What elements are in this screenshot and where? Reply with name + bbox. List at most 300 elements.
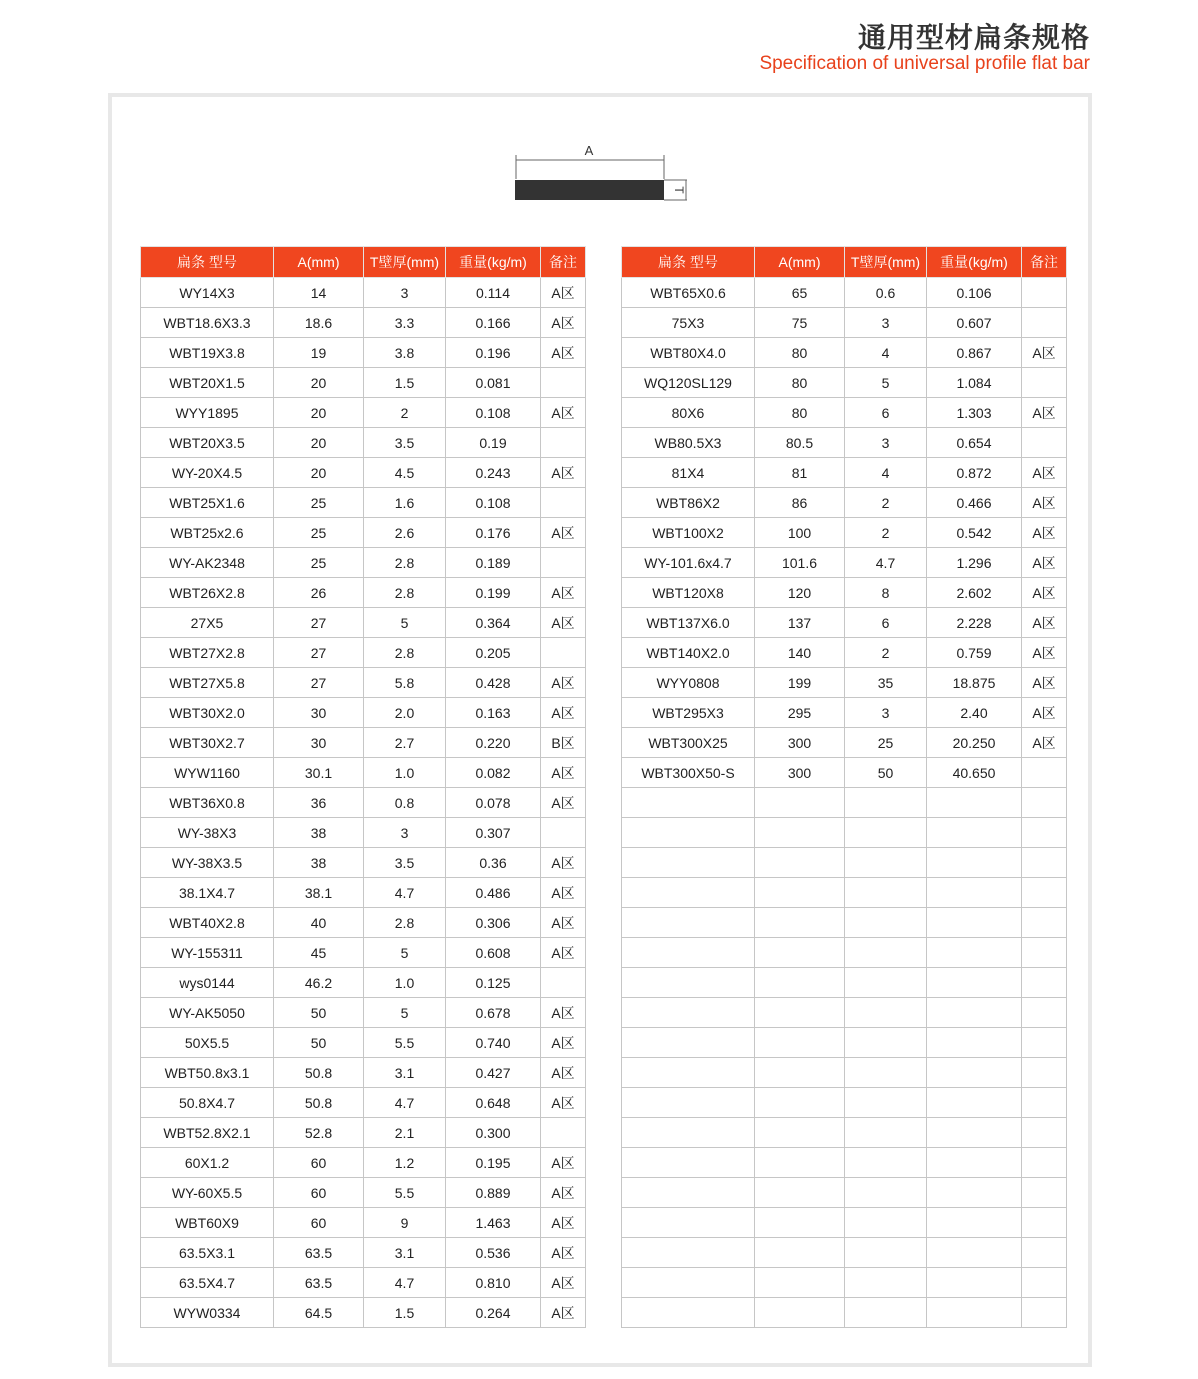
cell-thickness: 4 <box>845 458 927 488</box>
cell-a: 20 <box>274 398 364 428</box>
cell-note <box>541 488 586 518</box>
empty-cell <box>755 788 845 818</box>
table-row <box>622 428 1067 458</box>
empty-cell <box>927 848 1022 878</box>
cell-thickness: 2.8 <box>364 548 446 578</box>
cell-note: A区 <box>541 278 586 308</box>
cell-model: WBT50.8x3.1 <box>141 1058 274 1088</box>
table-row <box>141 1178 586 1208</box>
cell-model: WBT86X2 <box>622 488 755 518</box>
cell-weight: 0.166 <box>446 308 541 338</box>
cell-weight: 0.307 <box>446 818 541 848</box>
cell-weight: 0.872 <box>927 458 1022 488</box>
table-row <box>141 1118 586 1148</box>
cell-weight: 1.463 <box>446 1208 541 1238</box>
cell-model: WBT30X2.7 <box>141 728 274 758</box>
table-row <box>141 938 586 968</box>
cell-a: 140 <box>755 638 845 668</box>
cell-weight: 0.125 <box>446 968 541 998</box>
col-header-thickness: T壁厚(mm) <box>364 247 446 278</box>
table-row <box>622 518 1067 548</box>
table-row <box>141 1208 586 1238</box>
empty-table-row <box>622 1118 1067 1148</box>
cell-weight: 0.759 <box>927 638 1022 668</box>
cell-note: A区 <box>1022 548 1067 578</box>
table-row <box>141 578 586 608</box>
cell-model: WY-AK5050 <box>141 998 274 1028</box>
cell-thickness: 1.2 <box>364 1148 446 1178</box>
cell-weight: 0.106 <box>927 278 1022 308</box>
cell-weight: 0.163 <box>446 698 541 728</box>
col-header-weight: 重量(kg/m) <box>446 247 541 278</box>
cell-weight: 0.189 <box>446 548 541 578</box>
page-subtitle-en: Specification of universal profile flat bar <box>759 53 1090 74</box>
cell-a: 40 <box>274 908 364 938</box>
empty-cell <box>622 1208 755 1238</box>
cell-thickness: 1.5 <box>364 1298 446 1328</box>
table-row <box>141 1268 586 1298</box>
cell-weight: 0.542 <box>927 518 1022 548</box>
col-header-a: A(mm) <box>274 247 364 278</box>
empty-cell <box>755 1088 845 1118</box>
empty-cell <box>755 818 845 848</box>
cell-weight: 0.740 <box>446 1028 541 1058</box>
cell-a: 60 <box>274 1148 364 1178</box>
cell-weight: 0.364 <box>446 608 541 638</box>
cell-note: A区 <box>1022 488 1067 518</box>
table-row <box>141 818 586 848</box>
empty-cell <box>622 818 755 848</box>
empty-table-row <box>622 1058 1067 1088</box>
cell-a: 300 <box>755 758 845 788</box>
cell-a: 80 <box>755 368 845 398</box>
empty-table-row <box>622 938 1067 968</box>
cell-model: WBT100X2 <box>622 518 755 548</box>
cell-note: A区 <box>541 578 586 608</box>
empty-cell <box>622 1028 755 1058</box>
empty-cell <box>845 788 927 818</box>
cell-thickness: 9 <box>364 1208 446 1238</box>
cell-weight: 0.648 <box>446 1088 541 1118</box>
cell-thickness: 5 <box>845 368 927 398</box>
cell-weight: 0.306 <box>446 908 541 938</box>
cell-note <box>1022 758 1067 788</box>
cell-thickness: 3 <box>845 698 927 728</box>
empty-cell <box>755 998 845 1028</box>
table-row <box>141 368 586 398</box>
cell-note: A区 <box>1022 698 1067 728</box>
cell-a: 50.8 <box>274 1088 364 1118</box>
cell-note <box>1022 278 1067 308</box>
cell-a: 38 <box>274 818 364 848</box>
cell-note: A区 <box>541 1088 586 1118</box>
table-row <box>141 1058 586 1088</box>
cell-model: WBT300X50-S <box>622 758 755 788</box>
table-row <box>141 758 586 788</box>
cell-a: 46.2 <box>274 968 364 998</box>
cell-note <box>541 368 586 398</box>
empty-cell <box>927 1088 1022 1118</box>
cell-thickness: 0.8 <box>364 788 446 818</box>
cell-model: WBT18.6X3.3 <box>141 308 274 338</box>
cell-note: A区 <box>1022 638 1067 668</box>
cell-model: WY-101.6x4.7 <box>622 548 755 578</box>
cell-a: 199 <box>755 668 845 698</box>
cell-model: WBT25X1.6 <box>141 488 274 518</box>
empty-cell <box>1022 938 1067 968</box>
empty-cell <box>755 1028 845 1058</box>
cell-note <box>1022 428 1067 458</box>
empty-cell <box>1022 968 1067 998</box>
cell-weight: 0.176 <box>446 518 541 548</box>
empty-cell <box>845 1178 927 1208</box>
empty-cell <box>1022 1178 1067 1208</box>
cell-thickness: 1.0 <box>364 968 446 998</box>
empty-table-row <box>622 818 1067 848</box>
cell-thickness: 3 <box>845 428 927 458</box>
cell-a: 50.8 <box>274 1058 364 1088</box>
cell-weight: 0.195 <box>446 1148 541 1178</box>
cell-a: 81 <box>755 458 845 488</box>
cell-model: WBT20X3.5 <box>141 428 274 458</box>
cell-a: 295 <box>755 698 845 728</box>
cell-thickness: 3 <box>364 278 446 308</box>
cell-note: A区 <box>541 338 586 368</box>
table-row <box>141 518 586 548</box>
empty-cell <box>755 1058 845 1088</box>
cell-weight: 2.602 <box>927 578 1022 608</box>
empty-cell <box>622 848 755 878</box>
cell-a: 20 <box>274 458 364 488</box>
cell-model: WY-AK2348 <box>141 548 274 578</box>
cell-note <box>1022 368 1067 398</box>
table-row <box>622 698 1067 728</box>
cell-a: 101.6 <box>755 548 845 578</box>
empty-cell <box>755 1238 845 1268</box>
cell-thickness: 4.7 <box>364 1088 446 1118</box>
empty-cell <box>927 1238 1022 1268</box>
cell-model: WBT60X9 <box>141 1208 274 1238</box>
cell-weight: 0.889 <box>446 1178 541 1208</box>
cell-weight: 0.078 <box>446 788 541 818</box>
empty-cell <box>927 1058 1022 1088</box>
cell-note: A区 <box>541 878 586 908</box>
cell-model: WBT137X6.0 <box>622 608 755 638</box>
cell-note: A区 <box>541 1208 586 1238</box>
empty-cell <box>622 1298 755 1328</box>
cell-thickness: 3 <box>364 818 446 848</box>
cell-a: 64.5 <box>274 1298 364 1328</box>
empty-cell <box>927 908 1022 938</box>
cell-note <box>541 818 586 848</box>
empty-table-row <box>622 908 1067 938</box>
cell-note: A区 <box>541 1028 586 1058</box>
cell-a: 65 <box>755 278 845 308</box>
empty-cell <box>927 878 1022 908</box>
empty-cell <box>1022 878 1067 908</box>
cell-note <box>1022 308 1067 338</box>
empty-cell <box>1022 908 1067 938</box>
empty-cell <box>755 848 845 878</box>
cell-model: 63.5X3.1 <box>141 1238 274 1268</box>
empty-cell <box>1022 1208 1067 1238</box>
empty-cell <box>755 1298 845 1328</box>
empty-cell <box>927 818 1022 848</box>
cell-note: A区 <box>541 1298 586 1328</box>
cell-thickness: 25 <box>845 728 927 758</box>
cell-note: A区 <box>541 1058 586 1088</box>
empty-cell <box>755 1268 845 1298</box>
empty-cell <box>845 1058 927 1088</box>
cell-model: WY-60X5.5 <box>141 1178 274 1208</box>
cell-thickness: 4.7 <box>364 1268 446 1298</box>
cell-a: 100 <box>755 518 845 548</box>
table-row <box>141 638 586 668</box>
cell-a: 38.1 <box>274 878 364 908</box>
cell-note: A区 <box>1022 398 1067 428</box>
cell-a: 25 <box>274 518 364 548</box>
cell-model: WYY1895 <box>141 398 274 428</box>
cell-a: 137 <box>755 608 845 638</box>
cell-model: WBT25x2.6 <box>141 518 274 548</box>
cell-a: 80.5 <box>755 428 845 458</box>
empty-cell <box>622 1178 755 1208</box>
cell-model: WQ120SL129 <box>622 368 755 398</box>
cell-thickness: 2.6 <box>364 518 446 548</box>
cell-a: 60 <box>274 1178 364 1208</box>
table-row <box>622 338 1067 368</box>
cell-note: A区 <box>541 668 586 698</box>
empty-cell <box>1022 1118 1067 1148</box>
cell-weight: 0.108 <box>446 488 541 518</box>
empty-cell <box>927 1178 1022 1208</box>
cell-weight: 0.427 <box>446 1058 541 1088</box>
cell-model: 80X6 <box>622 398 755 428</box>
empty-table-row <box>622 1148 1067 1178</box>
cell-thickness: 3 <box>845 308 927 338</box>
cell-note: B区 <box>541 728 586 758</box>
empty-cell <box>845 848 927 878</box>
cell-a: 30 <box>274 698 364 728</box>
cell-note: A区 <box>1022 578 1067 608</box>
cell-thickness: 5.5 <box>364 1028 446 1058</box>
cell-a: 19 <box>274 338 364 368</box>
empty-cell <box>845 968 927 998</box>
cell-weight: 0.205 <box>446 638 541 668</box>
cell-weight: 2.228 <box>927 608 1022 638</box>
table-row <box>622 308 1067 338</box>
empty-table-row <box>622 1178 1067 1208</box>
table-row <box>622 488 1067 518</box>
empty-cell <box>1022 1058 1067 1088</box>
empty-cell <box>927 1118 1022 1148</box>
table-row <box>141 1028 586 1058</box>
empty-cell <box>845 1238 927 1268</box>
empty-cell <box>622 998 755 1028</box>
empty-cell <box>927 938 1022 968</box>
cell-weight: 18.875 <box>927 668 1022 698</box>
cell-thickness: 0.6 <box>845 278 927 308</box>
empty-cell <box>755 1208 845 1238</box>
cell-thickness: 4 <box>845 338 927 368</box>
empty-cell <box>1022 1268 1067 1298</box>
cell-model: WBT40X2.8 <box>141 908 274 938</box>
cell-thickness: 2.8 <box>364 638 446 668</box>
cell-weight: 0.678 <box>446 998 541 1028</box>
dimension-t-label: T <box>671 186 686 194</box>
cell-model: WBT26X2.8 <box>141 578 274 608</box>
cell-note <box>541 968 586 998</box>
empty-cell <box>927 1028 1022 1058</box>
flat-bar-cross-section <box>515 180 664 200</box>
empty-table-row <box>622 1298 1067 1328</box>
empty-cell <box>622 968 755 998</box>
cell-thickness: 5 <box>364 608 446 638</box>
cell-model: WY-38X3 <box>141 818 274 848</box>
col-header-a: A(mm) <box>755 247 845 278</box>
cell-model: WYW1160 <box>141 758 274 788</box>
table-row <box>141 398 586 428</box>
cell-note: A区 <box>541 1148 586 1178</box>
empty-cell <box>845 1298 927 1328</box>
cell-a: 50 <box>274 1028 364 1058</box>
spec-table-right <box>621 246 1067 1328</box>
empty-cell <box>622 878 755 908</box>
cell-thickness: 2.0 <box>364 698 446 728</box>
empty-cell <box>755 908 845 938</box>
cell-model: WBT27X2.8 <box>141 638 274 668</box>
cell-a: 20 <box>274 428 364 458</box>
cell-thickness: 6 <box>845 608 927 638</box>
cell-note: A区 <box>1022 338 1067 368</box>
table-row <box>141 1238 586 1268</box>
empty-cell <box>927 1298 1022 1328</box>
empty-table-row <box>622 1238 1067 1268</box>
cell-weight: 0.108 <box>446 398 541 428</box>
cell-note: A区 <box>541 308 586 338</box>
cell-thickness: 5.8 <box>364 668 446 698</box>
table-row <box>622 668 1067 698</box>
empty-cell <box>622 1088 755 1118</box>
empty-cell <box>1022 818 1067 848</box>
cell-a: 63.5 <box>274 1268 364 1298</box>
cell-a: 27 <box>274 638 364 668</box>
empty-cell <box>845 998 927 1028</box>
empty-cell <box>927 1268 1022 1298</box>
cell-note: A区 <box>1022 728 1067 758</box>
cell-thickness: 3.8 <box>364 338 446 368</box>
cell-a: 80 <box>755 338 845 368</box>
empty-cell <box>927 1148 1022 1178</box>
cell-model: WB80.5X3 <box>622 428 755 458</box>
cell-model: WBT300X25 <box>622 728 755 758</box>
cell-weight: 0.19 <box>446 428 541 458</box>
cell-thickness: 2.8 <box>364 908 446 938</box>
cell-thickness: 1.6 <box>364 488 446 518</box>
cell-weight: 0.428 <box>446 668 541 698</box>
empty-cell <box>845 1028 927 1058</box>
cell-a: 86 <box>755 488 845 518</box>
cell-note: A区 <box>541 458 586 488</box>
empty-cell <box>755 1118 845 1148</box>
spec-table-left <box>140 246 586 1328</box>
table-row <box>141 1298 586 1328</box>
cell-a: 27 <box>274 608 364 638</box>
table-row <box>141 338 586 368</box>
dimension-a-label: A <box>584 143 594 158</box>
cell-note: A区 <box>541 608 586 638</box>
cell-a: 60 <box>274 1208 364 1238</box>
cell-a: 25 <box>274 488 364 518</box>
cell-a: 80 <box>755 398 845 428</box>
cell-model: 81X4 <box>622 458 755 488</box>
col-header-note: 备注 <box>1022 247 1067 278</box>
cell-note: A区 <box>1022 518 1067 548</box>
cell-model: WBT80X4.0 <box>622 338 755 368</box>
table-row <box>141 548 586 578</box>
col-header-note: 备注 <box>541 247 586 278</box>
cell-weight: 0.243 <box>446 458 541 488</box>
empty-table-row <box>622 1268 1067 1298</box>
cell-note: A区 <box>541 758 586 788</box>
cell-thickness: 4.7 <box>364 878 446 908</box>
cell-thickness: 1.5 <box>364 368 446 398</box>
cell-note: A区 <box>541 518 586 548</box>
cell-model: 75X3 <box>622 308 755 338</box>
table-row <box>141 848 586 878</box>
empty-table-row <box>622 1088 1067 1118</box>
empty-cell <box>1022 1028 1067 1058</box>
cell-weight: 2.40 <box>927 698 1022 728</box>
cell-model: 63.5X4.7 <box>141 1268 274 1298</box>
cell-thickness: 3.1 <box>364 1058 446 1088</box>
empty-cell <box>845 1118 927 1148</box>
cell-thickness: 5 <box>364 938 446 968</box>
cell-thickness: 1.0 <box>364 758 446 788</box>
cell-model: WYW0334 <box>141 1298 274 1328</box>
table-row <box>141 458 586 488</box>
cell-a: 50 <box>274 998 364 1028</box>
cell-thickness: 6 <box>845 398 927 428</box>
cell-model: WY-155311 <box>141 938 274 968</box>
table-row <box>622 638 1067 668</box>
cell-thickness: 2 <box>845 488 927 518</box>
cell-model: WBT120X8 <box>622 578 755 608</box>
cell-model: 60X1.2 <box>141 1148 274 1178</box>
cell-model: WBT140X2.0 <box>622 638 755 668</box>
cell-thickness: 4.5 <box>364 458 446 488</box>
table-row <box>622 728 1067 758</box>
empty-cell <box>622 1118 755 1148</box>
empty-cell <box>622 1058 755 1088</box>
empty-cell <box>927 998 1022 1028</box>
table-row <box>622 548 1067 578</box>
cell-weight: 0.300 <box>446 1118 541 1148</box>
cell-note: A区 <box>541 1268 586 1298</box>
table-row <box>141 788 586 818</box>
cell-note: A区 <box>541 938 586 968</box>
cell-thickness: 5.5 <box>364 1178 446 1208</box>
cell-model: 50.8X4.7 <box>141 1088 274 1118</box>
cell-note: A区 <box>541 698 586 728</box>
cell-thickness: 2 <box>845 518 927 548</box>
table-row <box>141 1148 586 1178</box>
cell-note: A区 <box>541 1178 586 1208</box>
cell-thickness: 8 <box>845 578 927 608</box>
empty-cell <box>927 788 1022 818</box>
cell-weight: 0.466 <box>927 488 1022 518</box>
table-row <box>141 668 586 698</box>
